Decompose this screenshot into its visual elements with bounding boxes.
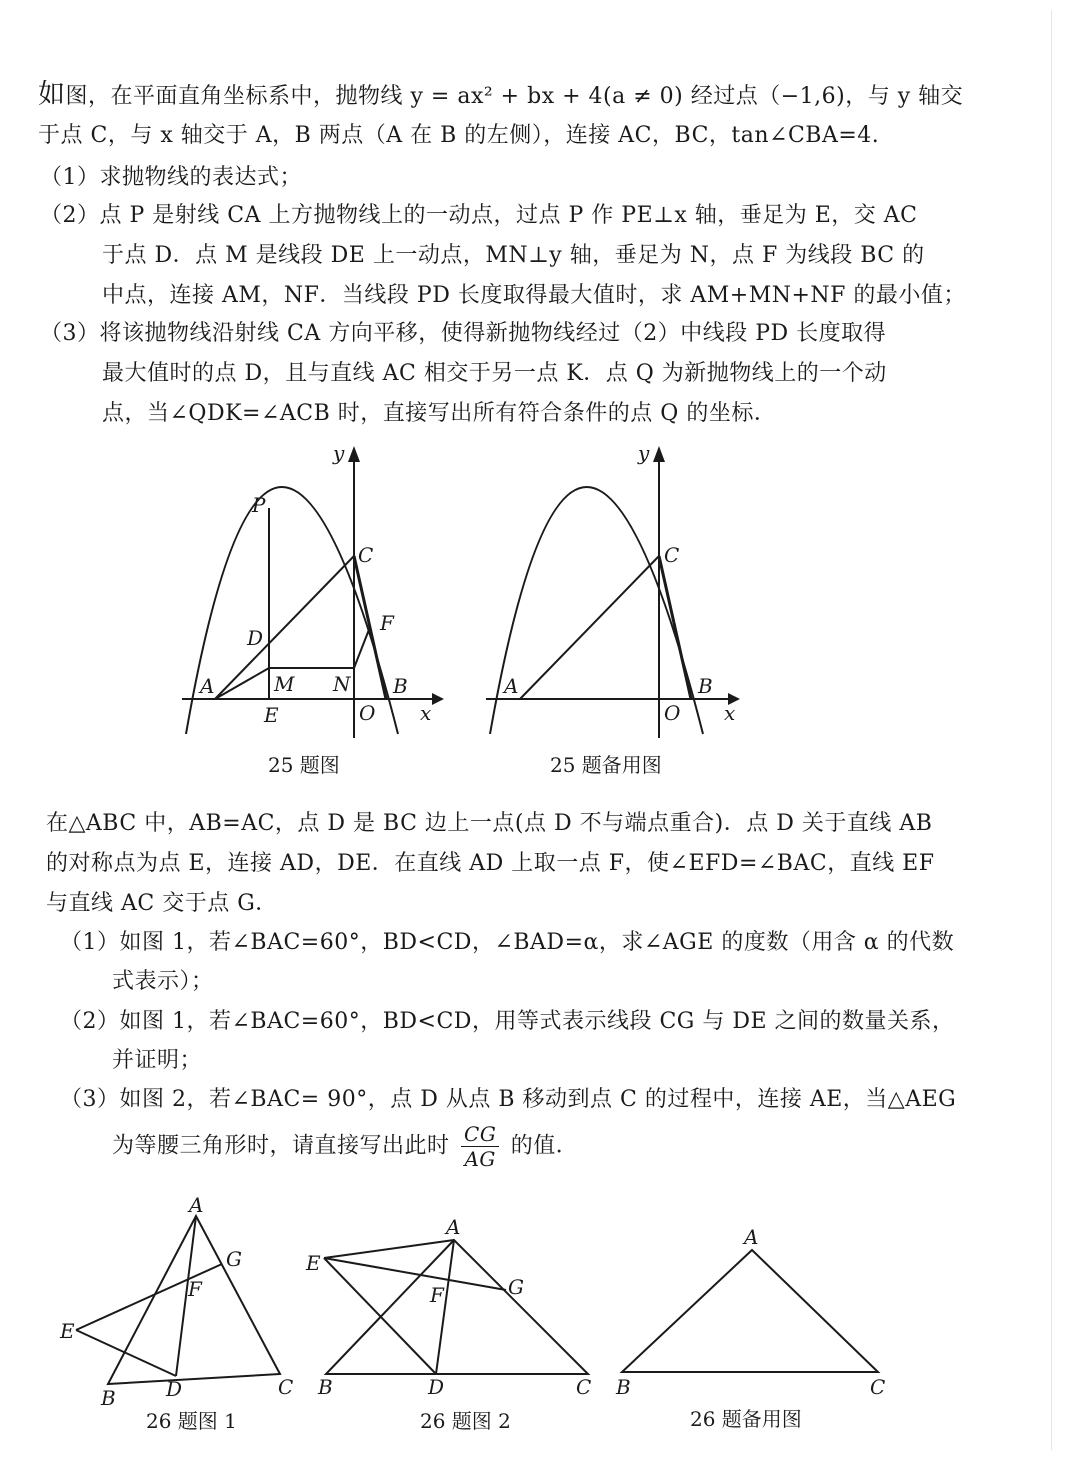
- label-x: x: [724, 701, 736, 725]
- label-x: x: [420, 701, 432, 725]
- segment-AD: [436, 1240, 454, 1374]
- label-E: E: [264, 703, 279, 727]
- triangle-ABC: [326, 1240, 588, 1374]
- p25-intro-line-1: [38, 72, 963, 111]
- y-axis-arrow: [653, 446, 665, 462]
- p26-spare-caption: 26 题备用图: [690, 1407, 802, 1431]
- label-D: D: [247, 626, 264, 650]
- fraction-numerator: CG: [461, 1122, 499, 1147]
- fraction-denominator: AG: [464, 1147, 496, 1171]
- y-axis-arrow: [348, 446, 360, 462]
- p26-question-1-line-2: 式表示）；: [112, 969, 214, 994]
- segment-NF: [354, 627, 370, 668]
- label-O: O: [359, 701, 376, 725]
- segment-AE: [324, 1240, 454, 1258]
- label-A: A: [744, 1225, 759, 1249]
- label-A: A: [200, 674, 215, 698]
- label-C: C: [278, 1375, 294, 1399]
- p25-question-3-line-2: 最大值时的点 D，且与直线 AC 相交于另一点 K．点 Q 为新抛物线上的一个动: [102, 361, 887, 386]
- p25-intro-line-2: 于点 C，与 x 轴交于 A，B 两点（A 在 B 的左侧），连接 AC，BC，tan∠CBA=4.: [38, 123, 880, 148]
- p26-figure-spare: [622, 1250, 878, 1372]
- p26-figure-spare-labels: [615, 1225, 885, 1431]
- segment-CB: [659, 556, 691, 699]
- label-G: G: [226, 1247, 242, 1271]
- label-C: C: [664, 543, 680, 567]
- label-A: A: [504, 674, 519, 698]
- label-B: B: [698, 674, 713, 698]
- p26-question-2-line-1: （2）如图 1，若∠BAC=60°，BD<CD，用等式表示线段 CG 与 DE 之间的数量关系，: [60, 1009, 955, 1034]
- p25-figure-caption: 25 题图: [268, 753, 340, 777]
- segment-AC: [520, 556, 659, 699]
- label-O: O: [664, 701, 681, 725]
- p25-question-2-line-2: 于点 D．点 M 是线段 DE 上一动点，MN⊥y 轴，垂足为 N，点 F 为线段 BC 的: [102, 243, 925, 268]
- p26-figure-1: [76, 1216, 280, 1384]
- label-C: C: [358, 543, 374, 567]
- x-axis-arrow: [432, 693, 444, 705]
- label-N: N: [333, 672, 351, 696]
- p25-figures: [0, 430, 1080, 790]
- label-E: E: [60, 1319, 75, 1343]
- p25-intro-first-char: 如: [38, 79, 66, 110]
- p26-figures: [0, 1185, 1080, 1450]
- label-F: F: [380, 611, 394, 635]
- p26-figure-2-labels: [305, 1215, 591, 1433]
- p25-intro-rest: 图，在平面直角坐标系中，抛物线 y = ax² + bx + 4(a ≠ 0) 经过点（−1,6)，与 y 轴交: [65, 84, 964, 109]
- label-F: F: [188, 1277, 202, 1301]
- p26-question-1-line-1: （1）如图 1，若∠BAC=60°，BD<CD，∠BAD=α，求∠AGE 的度数（用含 α 的代数: [60, 930, 955, 955]
- p26-q3-text-after: 的值．: [510, 1133, 579, 1159]
- label-B: B: [318, 1375, 333, 1399]
- label-A: A: [446, 1215, 461, 1239]
- label-y: y: [638, 441, 650, 465]
- p26-figure-1-labels: [59, 1193, 293, 1433]
- p25-spare-caption: 25 题备用图: [550, 753, 662, 777]
- p26-question-2-line-2: 并证明；: [112, 1048, 203, 1073]
- p25-question-3-line-1: （3）将该抛物线沿射线 CA 方向平移，使得新抛物线经过（2）中线段 PD 长度取得: [40, 321, 887, 346]
- p25-question-1: （1）求抛物线的表达式；: [40, 165, 302, 190]
- p25-question-2-line-3: 中点，连接 AM，NF．当线段 PD 长度取得最大值时，求 AM+MN+NF 的最小值；: [102, 283, 966, 308]
- label-D: D: [428, 1375, 445, 1399]
- p26-figure-1-caption: 26 题图 1: [146, 1409, 237, 1433]
- p26-question-3-line-2: [112, 1122, 578, 1171]
- label-B: B: [616, 1375, 631, 1399]
- label-D: D: [166, 1377, 183, 1401]
- label-P: P: [252, 493, 266, 517]
- p25-question-2-line-1: （2）点 P 是射线 CA 上方抛物线上的一动点，过点 P 作 PE⊥x 轴，垂足为 E，交 AC: [40, 203, 918, 228]
- label-C: C: [576, 1375, 592, 1399]
- label-E: E: [306, 1251, 321, 1275]
- p26-intro-line-3: 与直线 AC 交于点 G．: [46, 891, 278, 916]
- label-G: G: [508, 1275, 524, 1299]
- triangle-ABC: [622, 1250, 878, 1372]
- label-B: B: [393, 674, 408, 698]
- p25-question-3-line-3: 点，当∠QDK=∠ACB 时，直接写出所有符合条件的点 Q 的坐标．: [102, 401, 777, 426]
- label-F: F: [430, 1283, 444, 1307]
- p26-intro-line-1: 在△ABC 中，AB=AC，点 D 是 BC 边上一点(点 D 不与端点重合)．点 D 关于直线 AB: [46, 811, 933, 836]
- p26-question-3-line-1: （3）如图 2，若∠BAC= 90°，点 D 从点 B 移动到点 C 的过程中，连接 AE，当△AEG: [60, 1087, 957, 1112]
- label-C: C: [870, 1375, 886, 1399]
- label-M: M: [274, 672, 295, 696]
- p26-figure-2: [324, 1240, 588, 1374]
- segment-ED: [76, 1330, 176, 1376]
- label-B: B: [101, 1386, 116, 1410]
- p26-figure-2-caption: 26 题图 2: [420, 1409, 511, 1433]
- p26-intro-line-2: 的对称点为点 E，连接 AD，DE．在直线 AD 上取一点 F，使∠EFD=∠BAC，直线 EF: [46, 851, 935, 876]
- label-A: A: [189, 1193, 204, 1217]
- label-y: y: [333, 441, 345, 465]
- p26-q3-fraction: [461, 1122, 499, 1171]
- p26-q3-text-before: 为等腰三角形时，请直接写出此时: [112, 1133, 450, 1159]
